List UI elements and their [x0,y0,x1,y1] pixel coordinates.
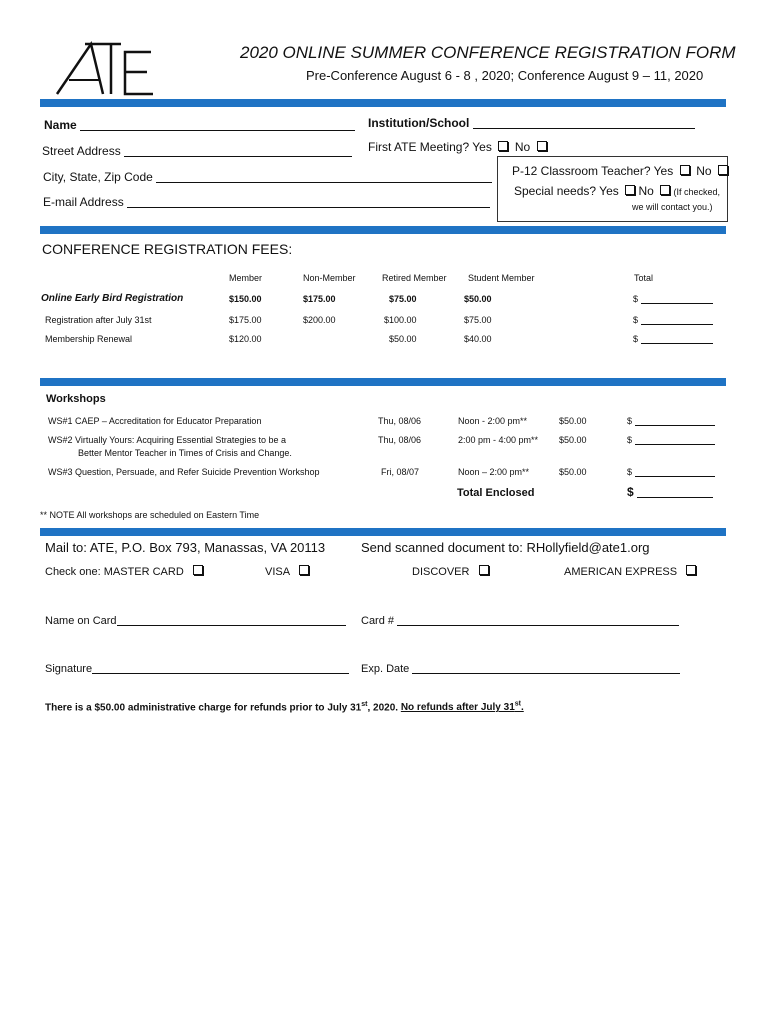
fee-row-label: Online Early Bird Registration [41,293,184,304]
refund-text: There is a $50.00 administrative charge for refunds prior to July 31 [45,702,362,714]
fee-member: $120.00 [229,334,262,344]
mastercard-option [45,565,203,578]
fee-total-line[interactable] [641,316,713,325]
p12-field [512,164,728,178]
special-needs-label: Special needs? Yes [514,184,619,198]
amex-checkbox[interactable] [686,565,696,575]
street-input-line[interactable] [124,144,352,157]
divider-bar [40,226,726,234]
institution-field[interactable] [368,116,695,130]
workshop-total-field[interactable] [627,435,715,445]
card-number-field[interactable] [361,613,679,627]
fee-student: $40.00 [464,334,492,344]
col-header-retired: Retired Member [382,273,447,283]
first-meeting-label: First ATE Meeting? Yes [368,140,492,154]
form-title: 2020 ONLINE SUMMER CONFERENCE REGISTRATION FORM [240,43,736,62]
eastern-time-note: ** NOTE All workshops are scheduled on Eastern Time [40,510,260,520]
signature-field[interactable] [45,661,349,675]
divider-bar [40,378,726,386]
fee-student: $50.00 [464,294,492,304]
first-meeting-no-label: No [514,140,531,154]
exp-date-label: Exp. Date [361,663,410,675]
fee-total-symbol: $ [633,294,639,304]
city-label: City, State, Zip Code [43,170,153,184]
city-input-line[interactable] [156,170,492,183]
workshop-date: Thu, 08/06 [378,416,422,426]
workshop-total-line[interactable] [635,468,715,477]
refund-text-year: , 2020. [367,702,401,714]
total-enclosed-label: Total Enclosed [457,487,535,499]
col-header-total: Total [634,273,654,283]
fee-total-symbol: $ [633,334,639,344]
workshop-total-symbol: $ [627,467,633,477]
mail-to-address: Mail to: ATE, P.O. Box 793, Manassas, VA 20113 [45,540,326,555]
workshop-title: WS#3 Question, Persuade, and Refer Suicide Prevention Workshop [48,467,320,477]
special-needs-yes-checkbox[interactable] [625,185,635,195]
discover-label: DISCOVER [412,566,470,578]
col-header-student: Student Member [468,273,535,283]
no-refunds-superscript: st [514,701,521,708]
name-field[interactable] [44,118,355,132]
workshops-heading: Workshops [46,393,106,405]
name-on-card-field[interactable] [45,613,346,627]
workshop-price: $50.00 [559,467,587,477]
exp-date-line[interactable] [412,661,680,674]
institution-label: Institution/School [368,116,470,130]
refund-policy [45,701,524,713]
workshop-total-symbol: $ [627,435,633,445]
ate-logo [55,38,155,98]
name-on-card-line[interactable] [117,613,346,626]
fee-retired: $50.00 [389,334,417,344]
amex-label: AMERICAN EXPRESS [564,566,678,578]
form-subtitle: Pre-Conference August 6 - 8 , 2020; Conference August 9 – 11, 2020 [306,68,704,83]
fee-nonmember: $200.00 [303,315,336,325]
street-field[interactable] [42,144,352,158]
contact-note: we will contact you.) [632,202,713,212]
name-on-card-label: Name on Card [45,615,117,627]
signature-label: Signature [45,663,93,675]
fee-total-field[interactable] [633,294,713,304]
workshop-total-symbol: $ [627,416,633,426]
fees-heading: CONFERENCE REGISTRATION FEES: [42,241,293,257]
visa-label: VISA [265,566,290,578]
no-refunds-text [401,702,524,713]
workshop-date: Thu, 08/06 [378,435,422,445]
first-meeting-no-checkbox[interactable] [537,141,547,151]
mastercard-checkbox[interactable] [193,565,203,575]
name-label: Name [44,118,77,132]
workshop-total-field[interactable] [627,467,715,477]
email-label: E-mail Address [43,195,124,209]
card-number-line[interactable] [397,613,679,626]
workshop-date: Fri, 08/07 [381,467,420,477]
email-field[interactable] [43,195,490,209]
first-meeting-yes-checkbox[interactable] [498,141,508,151]
fee-retired: $100.00 [384,315,417,325]
p12-yes-checkbox[interactable] [680,165,690,175]
send-scanned-email: Send scanned document to: RHollyfield@ate1.org [361,540,650,555]
workshop-title-continued: Better Mentor Teacher in Times of Crisis and Change. [78,448,292,458]
p12-no-label: No [696,164,712,178]
no-refunds-period: . [520,702,524,714]
total-enclosed-symbol: $ [627,485,634,499]
if-checked-note: (If checked, [673,187,721,197]
workshop-total-field[interactable] [627,416,715,426]
divider-bar [40,528,726,536]
first-meeting-field [368,140,547,154]
fee-row-label: Membership Renewal [45,334,133,344]
card-number-label: Card # [361,615,395,627]
workshop-time: Noon - 2:00 pm** [458,416,528,426]
check-one-label: Check one: MASTER CARD [45,566,184,578]
total-enclosed-line[interactable] [637,488,713,498]
street-label: Street Address [42,144,121,158]
discover-checkbox[interactable] [479,565,489,575]
fee-nonmember: $175.00 [303,294,336,304]
fee-total-symbol: $ [633,315,639,325]
signature-line[interactable] [92,661,349,674]
workshop-price: $50.00 [559,435,587,445]
fee-member: $175.00 [229,315,262,325]
workshop-title: WS#1 CAEP – Accreditation for Educator Preparation [48,416,262,426]
special-needs-no-checkbox[interactable] [660,185,670,195]
workshop-price: $50.00 [559,416,587,426]
fee-retired: $75.00 [389,294,417,304]
name-input-line[interactable] [80,118,355,131]
exp-date-field[interactable] [361,661,680,675]
visa-checkbox[interactable] [299,565,309,575]
amex-option [564,565,696,578]
institution-input-line[interactable] [473,116,695,129]
workshop-time: Noon – 2:00 pm** [458,467,530,477]
divider-bar [40,99,726,107]
fee-total-field[interactable] [633,315,713,325]
email-input-line[interactable] [127,195,490,208]
city-field[interactable] [43,170,492,184]
discover-option [412,565,489,578]
fee-member: $150.00 [229,294,262,304]
workshop-total-line[interactable] [635,417,715,426]
refund-superscript: st [361,701,368,708]
workshop-time: 2:00 pm - 4:00 pm** [458,435,539,445]
col-header-nonmember: Non-Member [303,273,356,283]
fee-row-label: Registration after July 31st [45,315,152,325]
fee-total-line[interactable] [641,295,713,304]
special-needs-no-label: No [638,184,654,198]
total-enclosed-field[interactable] [627,485,713,499]
no-refunds-label: No refunds after July 31 [400,702,515,714]
fee-total-line[interactable] [641,335,713,344]
visa-option [265,565,309,578]
workshop-title: WS#2 Virtually Yours: Acquiring Essential Strategies to be a [48,435,286,445]
workshop-total-line[interactable] [635,436,715,445]
p12-no-checkbox[interactable] [718,165,728,175]
fee-student: $75.00 [464,315,492,325]
p12-label: P-12 Classroom Teacher? Yes [512,164,674,178]
col-header-member: Member [229,273,263,283]
fee-total-field[interactable] [633,334,713,344]
special-needs-field [514,184,720,198]
